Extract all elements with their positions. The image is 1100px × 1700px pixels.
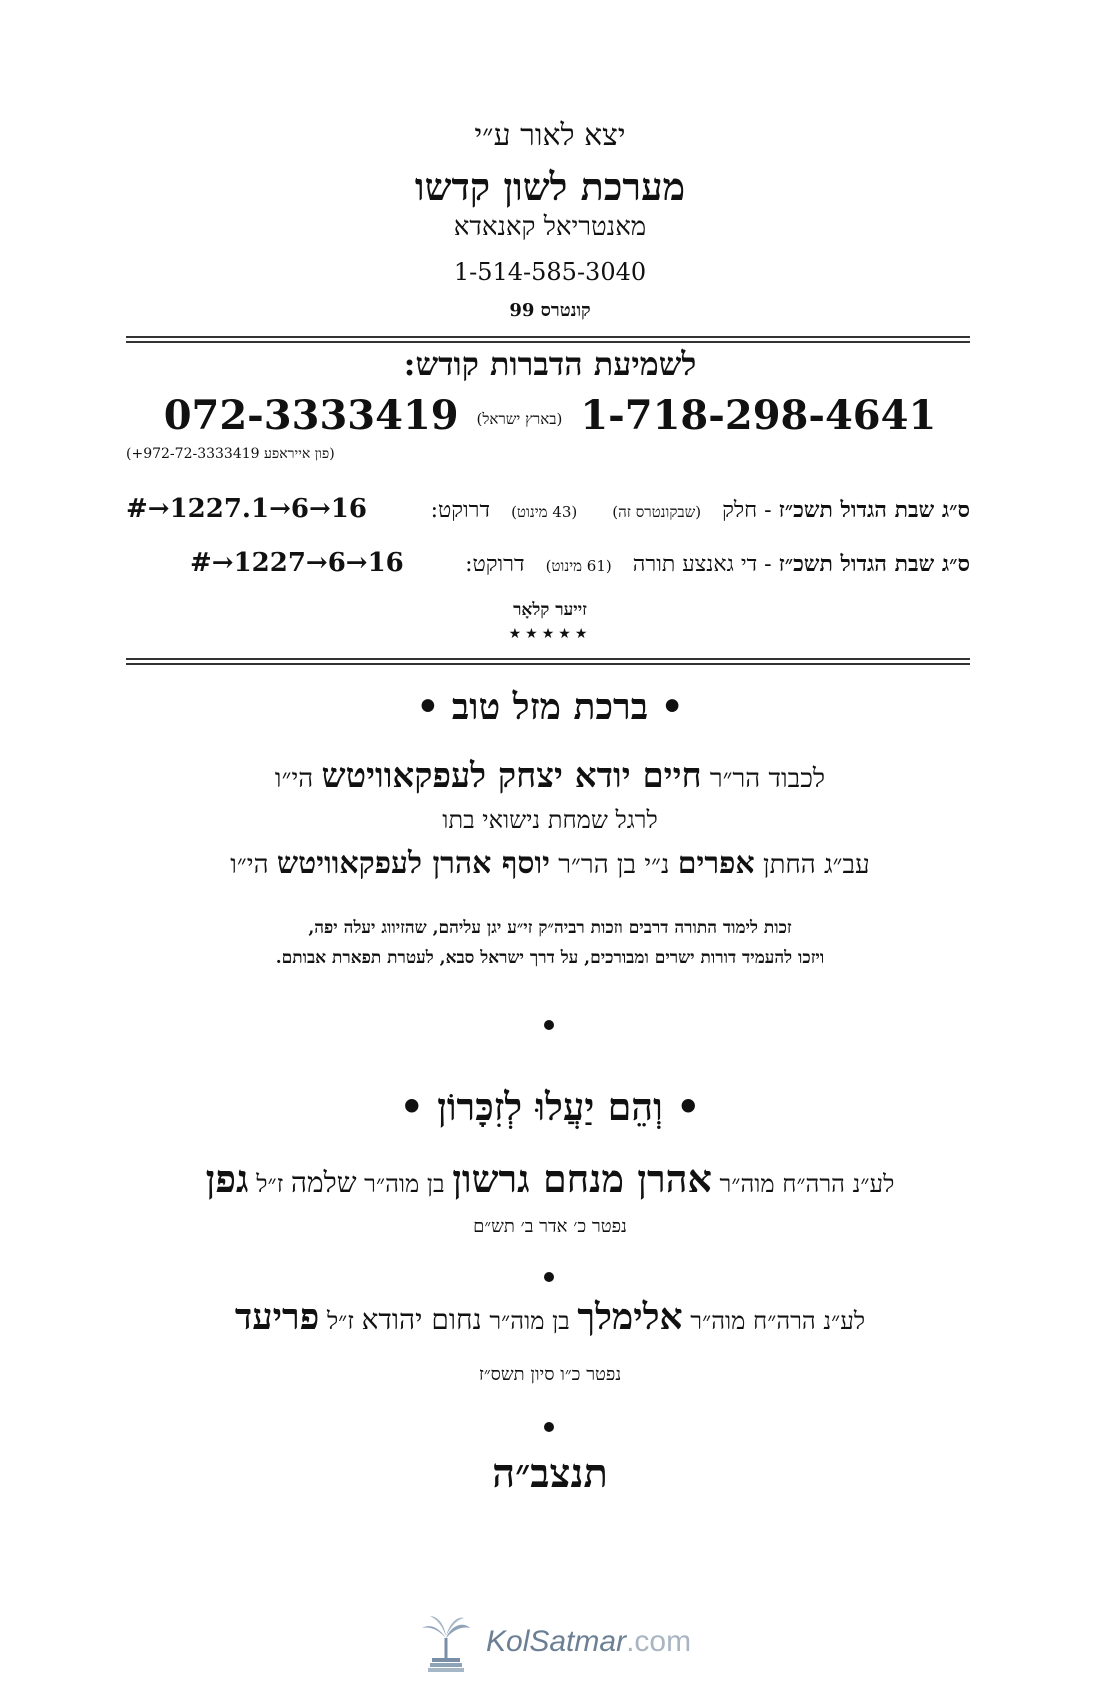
phone-us: 1-718-298-4641: [580, 392, 937, 439]
groom-line: [0, 846, 1100, 881]
item-subtitle: - חלק: [722, 498, 772, 523]
israel-note: (בארץ ישראל): [476, 409, 563, 428]
item-subtitle: - די גאנצע תורה: [632, 552, 772, 577]
m1-prefix: לע״נ הרה״ח מוה״ר: [719, 1170, 895, 1198]
item-code: #→1227→6→16: [190, 548, 404, 578]
groom-name: אפרים: [677, 846, 755, 881]
m2-zl: ז״ל: [326, 1307, 354, 1335]
org-name: מערכת לשון קדשו: [414, 164, 686, 209]
item-code: #→1227.1→6→16: [126, 494, 367, 524]
rating-stars: ★★★★★: [508, 626, 592, 642]
kolsatmar-logo[interactable]: [418, 1612, 691, 1672]
divider-top: [126, 336, 970, 343]
m2-family: פריעד: [234, 1296, 320, 1338]
m1-died: נפטר כ׳ אדר ב׳ תש״ם: [473, 1216, 627, 1237]
m1-zl: ז״ל: [256, 1170, 284, 1198]
m2-name: אלימלך: [577, 1296, 683, 1338]
m1-father: שלמה: [290, 1166, 357, 1199]
honor-prefix: לכבוד הר״ר: [709, 764, 826, 794]
phone-il: 072-3333419: [163, 392, 459, 439]
memorial-line-2: [0, 1296, 1100, 1338]
item-press-label: דרוקט:: [465, 552, 525, 577]
m1-name: אהרן מנחם גרשון: [452, 1156, 712, 1201]
org-phone: 1-514-585-3040: [453, 258, 647, 286]
item-right: [431, 497, 970, 523]
m2-father: נחום יהודא: [361, 1303, 482, 1336]
groom-father: יוסף אהרן לעפקאוויטש: [276, 846, 551, 881]
m1-mid: בן מוה״ר: [364, 1170, 445, 1198]
divider-middle: [126, 658, 970, 665]
separator-dot: [544, 1272, 554, 1282]
blessing-line-1: זכות לימוד התורה דרבים וזכות רביה״ק זי״ע יגן עליהם, שהזיווג יעלה יפה,: [308, 918, 792, 938]
groom-mid: נ״י בן הר״ר: [558, 850, 670, 880]
celebration-title: • ברכת מזל טוב •: [416, 686, 684, 728]
honor-suffix: הי״ו: [274, 764, 314, 794]
honor-line: [0, 756, 1100, 796]
memorial-title: • וְהֵם יַעֲלוּ לְזִכָּרוֹן •: [399, 1084, 701, 1129]
honor-name: חיים יודא יצחק לעפקאוויטש: [321, 756, 702, 796]
palm-tree-icon: [418, 1612, 474, 1672]
item-duration: (43 מינוט): [511, 503, 578, 521]
m2-mid: בן מוה״ר: [489, 1307, 570, 1335]
item-title: ס״ג שבת הגדול תשכ״ז: [778, 497, 970, 523]
m1-family: גפן: [205, 1156, 249, 1201]
separator-dot: [544, 1020, 554, 1030]
list-item: [190, 548, 970, 578]
groom-suffix: הי״ו: [230, 850, 269, 880]
brand-tld: .com: [626, 1625, 692, 1658]
occasion-line: לרגל שמחת נישואי בתו: [442, 806, 658, 834]
brand-name: KolSatmar: [486, 1625, 627, 1658]
published-by: יצא לאור ע״י: [474, 118, 626, 153]
blessing-line-2: ויזכו להעמיד דורות ישרים ומבורכים, על דרך ישראל סבא, לעטרת תפארת אבותם.: [275, 948, 825, 968]
item-duration: (61 מינוט): [545, 557, 612, 575]
listen-title: לשמיעת הדברות קודש:: [403, 345, 697, 383]
item-press-label: דרוקט:: [430, 498, 491, 523]
closing-abbreviation: תנצב״ה: [492, 1450, 608, 1497]
clarity-label: זייער קלאָר: [513, 600, 587, 620]
booklet-number: קונטרס 99: [509, 300, 591, 321]
list-item: [126, 494, 970, 524]
memorial-line-1: [0, 1156, 1100, 1202]
item-note: (שבקונטרס זה): [612, 503, 702, 521]
m2-prefix: לע״נ הרה״ח מוה״ר: [690, 1307, 866, 1335]
listen-phones: [0, 392, 1100, 439]
intl-note: (פון אייראפע 972-72-3333419+): [126, 446, 335, 462]
item-title: ס״ג שבת הגדול תשכ״ז: [778, 551, 970, 577]
groom-prefix: עב״ג החתן: [762, 850, 870, 880]
separator-dot: [544, 1422, 554, 1432]
item-right: [465, 551, 970, 577]
org-location: מאנטריאל קאנאדא: [453, 212, 647, 242]
m2-died: נפטר כ״ו סיון תשס״ז: [478, 1364, 622, 1385]
